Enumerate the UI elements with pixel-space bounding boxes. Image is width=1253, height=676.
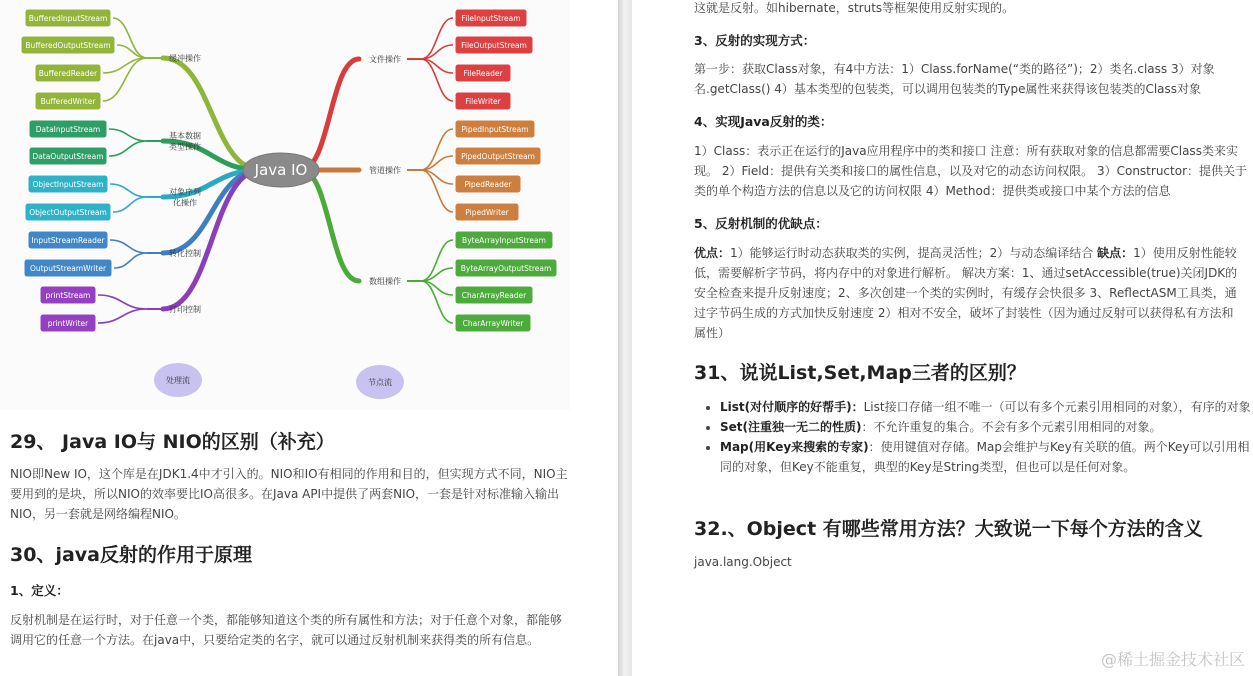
mindmap-leaf-label: CharArrayReader: [461, 291, 527, 300]
processing-stream-label: 处理流: [166, 376, 190, 385]
mindmap-leaf-label: ByteArrayOutputStream: [460, 264, 552, 273]
mindmap-leaf-label: FileOutputStream: [461, 41, 527, 50]
mindmap-leaf-label: BufferedReader: [38, 69, 98, 78]
java-io-mindmap: [0, 0, 570, 410]
mindmap-category-label: 管道操作: [369, 166, 401, 175]
bullet-label: Map(用Key来搜索的专家): [720, 440, 869, 454]
mindmap-leaf-label: BufferedOutputStream: [25, 41, 111, 50]
mindmap-leaf-label: ObjectOutputStream: [29, 208, 107, 217]
bullet-text: ：使用键值对存储。Map会维护与Key有关联的值。两个Key可以引用相同的对象，但Key不能重复，典型的Key是String类型，但也可以是任何对象。: [720, 440, 1250, 474]
mindmap-leaf-label: DataOutputStream: [32, 152, 104, 161]
section-31-bullet-list: [698, 397, 1253, 477]
section-29-paragraph: NIO即New IO，这个库是在JDK1.4中才引入的。NIO和IO有相同的作用和目的，但实现方式不同，NIO主要用到的是块，所以NIO的效率要比IO高很多。在Java API中提供了两套NIO，一套是针对标准输入输出NIO，另一套就是网络编程NIO。: [10, 467, 568, 521]
mindmap-leaf-label: CharArrayWriter: [462, 319, 524, 328]
mindmap-category-label: 缓冲操作: [169, 54, 201, 63]
mindmap-category-label: 数组操作: [369, 277, 401, 286]
bullet-text: ：不允许重复的集合。不会有多个元素引用相同的对象。: [861, 420, 1162, 434]
section-31-bullet-item: [720, 397, 1253, 417]
mindmap-category-label: 转化控制: [169, 249, 201, 258]
mindmap-leaf-label: DataInputStream: [35, 125, 101, 134]
node-stream-label: 节点流: [368, 378, 392, 387]
left-page: [0, 0, 620, 676]
mindmap-category-label: 基本数据: [169, 131, 201, 141]
section-30-definition-paragraph: 反射机制是在运行时，对于任意一个类，都能够知道这个类的所有属性和方法；对于任意个对象，都能够调用它的任意一个方法。在java中，只要给定类的名字，就可以通过反射机制来获得类的所有信息。: [10, 613, 563, 647]
bullet-label: List(对付顺序的好帮手)：: [720, 400, 864, 414]
reflection-pros-cons-heading: 5、反射机制的优缺点：: [694, 216, 828, 231]
mindmap-leaf-label: BufferedInputStream: [28, 14, 108, 23]
mindmap-category-label: 类型操作: [169, 142, 201, 152]
section-30-definition-heading: 1、定义：: [10, 583, 69, 598]
mindmap-leaf-label: PipedReader: [464, 180, 512, 189]
bullet-label: Set(注重独一无二的性质): [720, 420, 862, 434]
reflection-classes-paragraph: 1）Class：表示正在运行的Java应用程序中的类和接口 注意：所有获取对象的信息都需要Class类来实现。 2）Field：提供有关类和接口的属性信息，以及对它的动态访问权限。 3）Constructor：提供关于类的单个构造方法的信息以及它的访问权限 4）Method：提供类或接口中某个方法的信息: [694, 144, 1247, 198]
mindmap-leaf-label: ObjectInputStream: [32, 180, 104, 189]
mindmap-leaf-label: PipedInputStream: [461, 125, 529, 134]
mindmap-leaf-label: FileWriter: [465, 97, 501, 106]
section-31-title: 31、说说List,Set,Map三者的区别？: [694, 362, 1026, 384]
reflection-pros-cons-paragraph: [694, 243, 1244, 343]
cons-label: 缺点：: [1097, 246, 1134, 260]
mindmap-category-label: 打印控制: [169, 305, 201, 314]
right-page: [632, 0, 1253, 676]
mindmap-leaf-label: PipedOutputStream: [461, 152, 535, 161]
mindmap-leaf-label: printStream: [45, 291, 91, 300]
section-32-line: java.lang.Object: [694, 555, 792, 569]
cons-text: 1）使用反射性能较低，需要解析字节码，将内存中的对象进行解析。 解决方案：1、通过setAccessible(true)关闭JDK的安全检查来提升反射速度；2、多次创建一个类的实例时，有缓存会快很多 3、ReflectASM工具类，通过字节码生成的方式加快反射速度 2）相对不安全，破坏了封装性（因为通过反射可以获得私有方法和属性）: [694, 246, 1238, 340]
section-32-title: 32.、Object 有哪些常用方法？大致说一下每个方法的含义: [694, 518, 1203, 540]
reflection-impl-heading: 3、反射的实现方式：: [694, 33, 816, 48]
mindmap-leaf-label: printWriter: [47, 319, 89, 328]
section-29-title: 29、 Java IO与 NIO的区别（补充）: [10, 431, 335, 453]
mindmap-leaf-label: InputStreamReader: [31, 236, 105, 245]
section-31-bullet-item: [720, 417, 1253, 437]
reflection-classes-heading: 4、实现Java反射的类：: [694, 114, 833, 129]
mindmap-leaf-label: OutputStreamWriter: [29, 264, 107, 273]
reflection-impl-paragraph: 第一步：获取Class对象，有4中方法：1）Class.forName(“类的路径”)；2）类名.class 3）对象名.getClass() 4）基本类型的包装类，可以调用包装类的Type属性来获得该包装类的Class对象: [694, 62, 1215, 96]
mindmap-category-label: 对象序列: [169, 187, 201, 197]
reflection-intro-line: 这就是反射。如hibernate，struts等框架使用反射实现的。: [694, 1, 1015, 15]
bullet-text: List接口存储一组不唯一（可以有多个元素引用相同的对象），有序的对象: [863, 400, 1251, 414]
mindmap-leaf-label: PipedWriter: [465, 208, 509, 217]
mindmap-leaf-label: ByteArrayInputStream: [462, 236, 546, 245]
mindmap-leaf-label: BufferedWriter: [40, 97, 96, 106]
watermark: @稀土掘金技术社区: [1100, 650, 1245, 669]
mindmap-category-label: 文件操作: [369, 55, 401, 64]
mindmap-leaf-label: FileReader: [463, 69, 503, 78]
mindmap-center-label: Java IO: [254, 161, 308, 179]
mindmap-leaf-label: FileInputStream: [461, 14, 521, 23]
section-31-bullet-item: [720, 437, 1253, 477]
mindmap-category-label: 化操作: [173, 198, 197, 208]
pros-text: 1）能够运行时动态获取类的实例，提高灵活性；2）与动态编译结合: [730, 246, 1098, 260]
section-30-title: 30、java反射的作用于原理: [10, 544, 252, 566]
pros-label: 优点：: [694, 246, 731, 260]
